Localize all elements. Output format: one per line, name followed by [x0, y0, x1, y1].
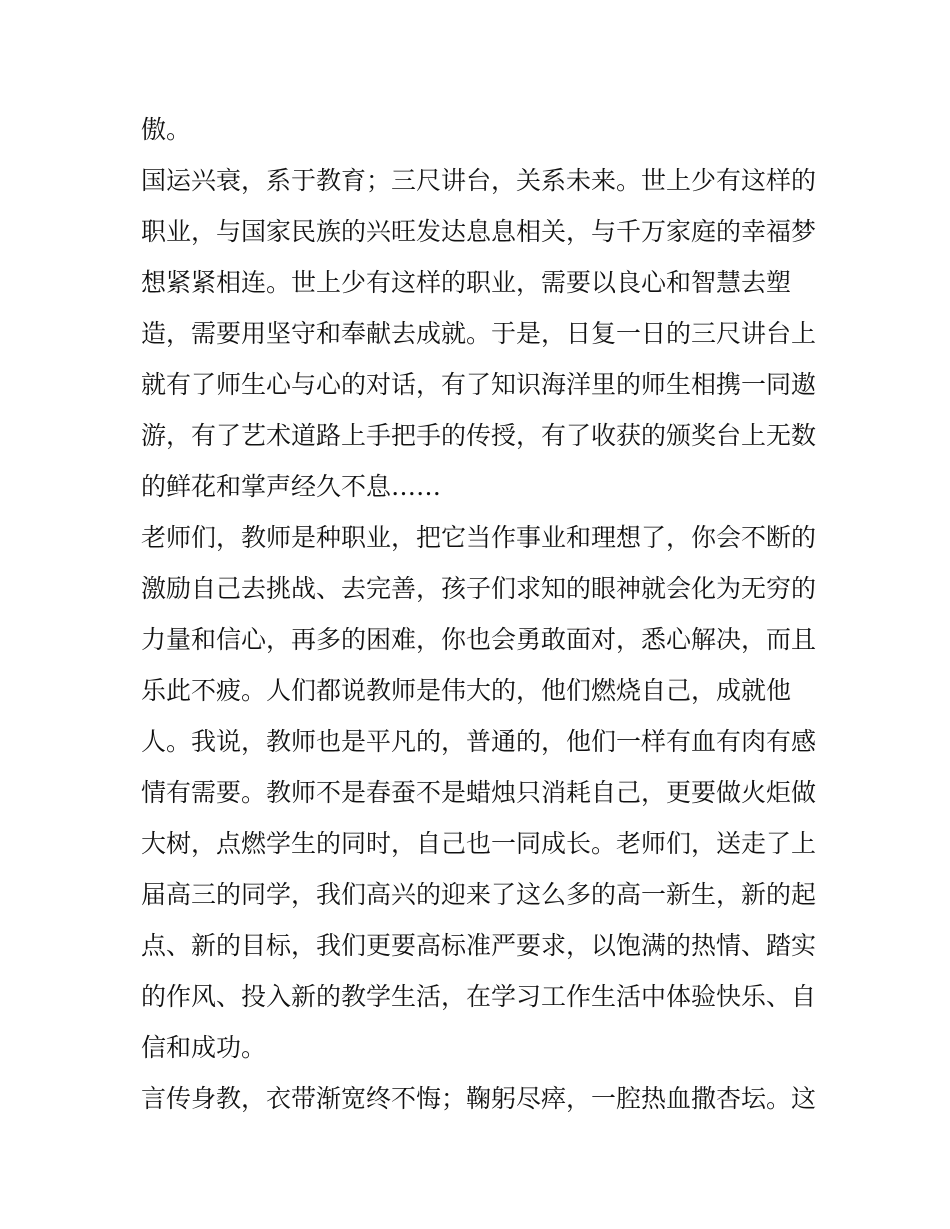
text-line-3: 职业，与国家民族的兴旺发达息息相关，与千万家庭的幸福梦	[141, 217, 817, 246]
text-line-10: 激励自己去挑战、去完善，孩子们求知的眼神就会化为无穷的	[141, 574, 817, 603]
text-line-9: 老师们，教师是种职业，把它当作事业和理想了，你会不断的	[141, 523, 817, 552]
text-line-13: 人。我说，教师也是平凡的，普通的，他们一样有血有肉有感	[141, 727, 817, 756]
text-line-6: 就有了师生心与心的对话，有了知识海洋里的师生相携一同遨	[141, 370, 817, 399]
text-line-14: 情有需要。教师不是春蚕不是蜡烛只消耗自己，更要做火炬做	[141, 778, 817, 807]
text-line-15: 大树，点燃学生的同时，自己也一同成长。老师们，送走了上	[141, 829, 817, 858]
text-line-18: 的作风、投入新的教学生活，在学习工作生活中体验快乐、自	[141, 982, 817, 1011]
text-line-8: 的鲜花和掌声经久不息……	[141, 472, 442, 501]
text-line-5: 造，需要用坚守和奉献去成就。于是，日复一日的三尺讲台上	[141, 319, 817, 348]
text-line-1: 傲。	[141, 115, 192, 144]
text-line-16: 届高三的同学，我们高兴的迎来了这么多的高一新生，新的起	[141, 880, 817, 909]
text-line-12: 乐此不疲。人们都说教师是伟大的，他们燃烧自己，成就他	[141, 676, 792, 705]
text-line-11: 力量和信心，再多的困难，你也会勇敢面对，悉心解决，而且	[141, 625, 817, 654]
body-text	[141, 104, 817, 1124]
text-line-17: 点、新的目标，我们更要高标准严要求，以饱满的热情、踏实	[141, 931, 817, 960]
text-line-19: 信和成功。	[141, 1033, 267, 1062]
text-line-7: 游，有了艺术道路上手把手的传授，有了收获的颁奖台上无数	[141, 421, 817, 450]
text-line-2: 国运兴衰，系于教育；三尺讲台，关系未来。世上少有这样的	[141, 166, 817, 195]
text-line-20: 言传身教，衣带渐宽终不悔；鞠躬尽瘁，一腔热血撒杏坛。这	[141, 1084, 817, 1113]
text-line-4: 想紧紧相连。世上少有这样的职业，需要以良心和智慧去塑	[141, 268, 792, 297]
